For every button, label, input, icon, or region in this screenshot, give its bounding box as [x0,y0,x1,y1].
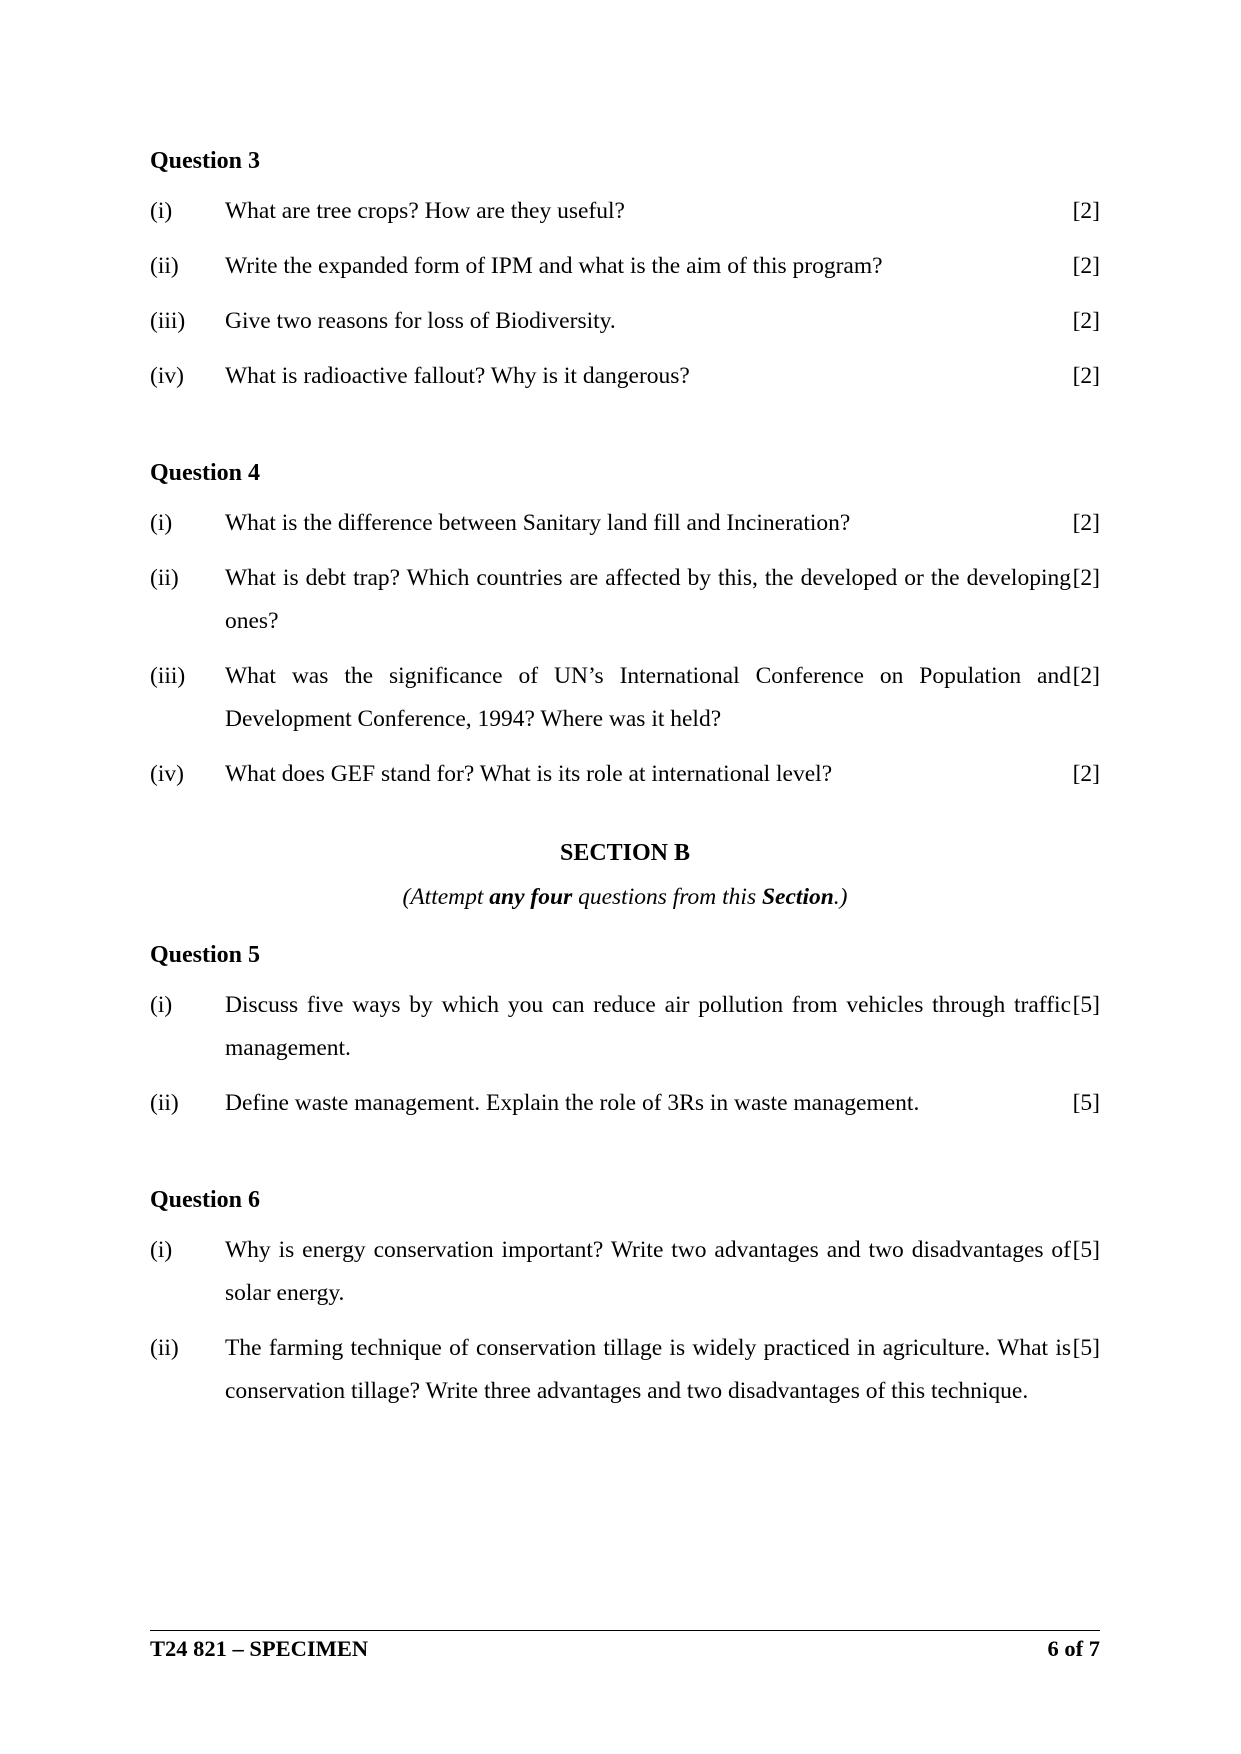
paper-code: T24 821 – SPECIMEN [150,1636,369,1661]
part-marks: [2] [1072,198,1100,224]
question-heading: Question 4 [150,460,261,486]
question-3 [150,146,1100,398]
instruction-emphasis: Section [761,884,834,910]
instruction-text: questions from this [572,884,762,910]
spacer [150,808,1100,838]
spacer [150,410,1100,458]
question-part [150,1082,1100,1125]
question-5 [150,940,1100,1125]
part-marks: [2] [1072,663,1100,689]
question-4 [150,458,1100,796]
part-number: (ii) [150,253,179,279]
part-text: What is radioactive fallout? Why is it dangerous? [225,363,690,389]
part-marks: [2] [1072,565,1100,591]
question-part [150,190,1100,233]
page-content [150,146,1100,1425]
question-part [150,502,1100,545]
question-part [150,300,1100,343]
section-b-instruction [150,882,1100,912]
part-marks: [5] [1072,1090,1100,1116]
instruction-text: (Attempt [402,884,490,910]
part-marks: [5] [1072,1335,1100,1361]
part-text: What is debt trap? Which countries are affected by this, the developed or the developing ones? [225,565,1071,634]
question-part [150,245,1100,288]
part-number: (i) [150,510,173,536]
part-text: Write the expanded form of IPM and what is the aim of this program? [225,253,883,279]
question-part [150,355,1100,398]
section-b-title: SECTION B [559,840,691,866]
part-number: (ii) [150,1090,179,1116]
page-number: 6 of 7 [1047,1636,1100,1661]
question-heading: Question 3 [150,148,261,174]
part-number: (iii) [150,308,186,334]
part-marks: [2] [1072,308,1100,334]
instruction-emphasis: any four [489,884,573,910]
question-part [150,655,1100,741]
part-text: Define waste management. Explain the role of 3Rs in waste management. [225,1090,920,1116]
part-number: (iv) [150,363,184,389]
part-text: Give two reasons for loss of Biodiversity. [225,308,616,334]
part-number: (ii) [150,1335,179,1361]
part-text: What was the significance of UN’s International Conference on Population and Development Conference, 1994? Where was it held? [225,663,1071,732]
part-text: The farming technique of conservation tillage is widely practiced in agriculture. What is conservation tillage? Write three advantages and two disadvantages of this technique. [225,1335,1071,1404]
part-text: What does GEF stand for? What is its role at international level? [225,761,833,787]
spacer [150,1137,1100,1185]
question-part [150,984,1100,1070]
part-number: (ii) [150,565,179,591]
part-number: (iii) [150,663,186,689]
question-part [150,753,1100,796]
part-number: (iv) [150,761,184,787]
part-marks: [5] [1072,1237,1100,1263]
question-part [150,557,1100,643]
question-part [150,1229,1100,1315]
part-number: (i) [150,1237,173,1263]
question-part [150,1327,1100,1413]
part-text: Discuss five ways by which you can reduce air pollution from vehicles through traffic management. [225,992,1071,1061]
question-6 [150,1185,1100,1413]
part-marks: [2] [1072,761,1100,787]
part-text: What is the difference between Sanitary land fill and Incineration? [225,510,851,536]
part-number: (i) [150,992,173,1018]
question-heading: Question 5 [150,942,261,968]
instruction-text: .) [833,884,848,910]
part-marks: [5] [1072,992,1100,1018]
part-marks: [2] [1072,363,1100,389]
part-text: What are tree crops? How are they useful? [225,198,625,224]
part-marks: [2] [1072,510,1100,536]
part-marks: [2] [1072,253,1100,279]
page-footer [150,1630,1100,1663]
part-text: Why is energy conservation important? Write two advantages and two disadvantages of solar energy. [225,1237,1071,1306]
question-heading: Question 6 [150,1187,261,1213]
part-number: (i) [150,198,173,224]
